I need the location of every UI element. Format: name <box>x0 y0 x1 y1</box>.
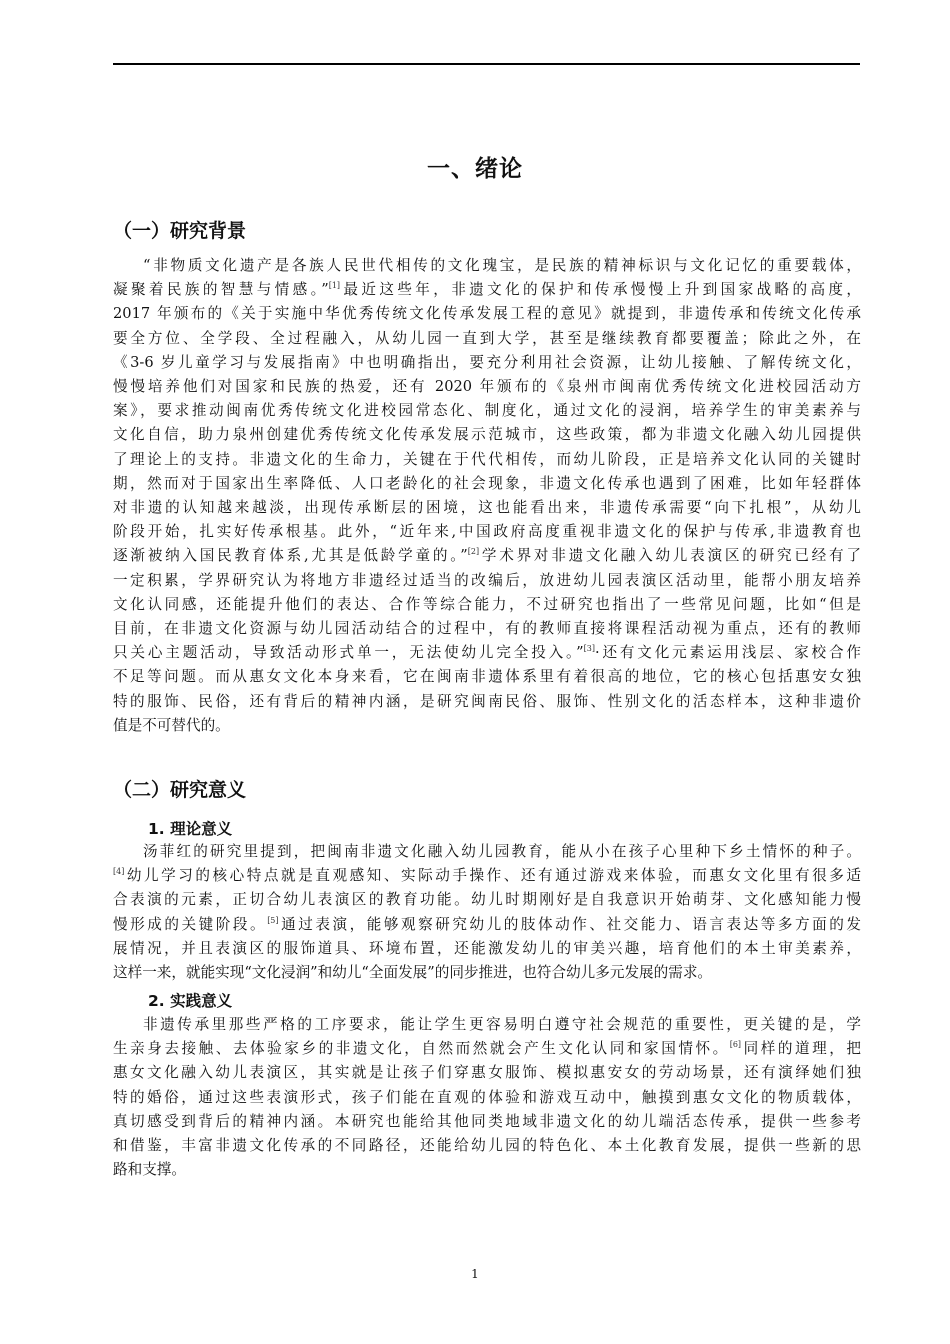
text-line <box>113 714 861 738</box>
text-line <box>113 278 861 302</box>
text-line <box>113 375 861 399</box>
text-line <box>113 593 861 617</box>
line-text: 文化认同感，还能提升他们的表达、合作等综合能力，不过研究也指出了一些常见问题，比如“但是 <box>113 595 861 613</box>
line-text: 特的婚俗，通过这些表演形式，孩子们能在直观的体验和游戏互动中，触摸到惠女文化的物质载体， <box>113 1088 861 1106</box>
text-line <box>113 399 861 423</box>
line-text-continued: 最近这些年，非遗文化的保护和传承慢慢上升到国家战略的高度， <box>340 281 861 299</box>
line-text: 只关心主题活动，导致活动形式单一，无法使幼儿完全投入。” <box>113 644 584 662</box>
section-title-significance: （二）研究意义 <box>113 779 247 801</box>
text-line <box>113 254 861 278</box>
line-text: 非遗传承里那些严格的工序要求，能让学生更容易明白遵守社会规范的重要性，更关键的是，学 <box>143 1016 861 1033</box>
line-text: 汤菲红的研究里提到，把闽南非遗文化融入幼儿园教育，能从小在孩子心里种下乡土情怀的种子。 <box>143 843 861 860</box>
line-text: 2017 年颁布的《关于实施中华优秀传统文化传承发展工程的意见》就提到，非遗传承和传统文化传承 <box>113 305 861 323</box>
text-line <box>113 327 861 351</box>
line-text: 和借鉴，丰富非遗文化传承的不同路径，还能给幼儿园的特色化、本土化教育发展，提供一些新的思 <box>113 1137 861 1155</box>
text-line <box>113 569 861 593</box>
paragraph-theory <box>113 840 861 985</box>
line-text-continued: 同样的道理，把 <box>741 1040 861 1058</box>
line-text: 特的服饰、民俗，还有背后的精神内涵，是研究闽南民俗、服饰、性别文化的活态样本，这种非遗价 <box>113 692 861 710</box>
chapter-title: 一、绪论 <box>427 156 523 182</box>
text-line <box>113 496 861 520</box>
paragraph-background <box>113 254 861 738</box>
subsection-title-theory: 1. 理论意义 <box>148 820 233 838</box>
line-text: 期，然而对于国家出生率降低、人口老龄化的社会现象，非遗文化传承也遇到了困难，比如年轻群体 <box>113 474 861 492</box>
text-line <box>113 302 861 326</box>
line-text-continued: ·还有文化元素运用浅层、家校合作 <box>594 644 861 662</box>
text-line <box>113 1037 861 1061</box>
line-text: 对非遗的认知越来越淡，出现传承断层的困境，这也能看出来，非遗传承需要“向下扎根”，从幼儿 <box>113 499 861 517</box>
text-line <box>113 665 861 689</box>
line-text: 展情况，并且表演区的服饰道具、环境布置，还能激发幼儿的审美兴趣，培育他们的本土审美素养， <box>113 939 861 957</box>
line-text: 惠女文化融入幼儿表演区，其实就是让孩子们穿惠女服饰、模拟惠安女的劳动场景，还有演绎她们独 <box>113 1064 861 1082</box>
line-text: 慢慢培养他们对国家和民族的热爱，还有 2020 年颁布的《泉州市闽南优秀传统文化进校园活动方 <box>113 378 861 396</box>
line-text: 一定积累，学界研究认为将地方非遗经过适当的改编后，放进幼儿园表演区活动里，能帮小朋友培养 <box>113 571 861 589</box>
line-text: 逐渐被纳入国民教育体系,尤其是低龄学童的。” <box>113 547 468 565</box>
line-text: 慢形成的关键阶段。 <box>113 915 268 933</box>
citation-marker: [1] <box>328 281 341 291</box>
text-line <box>113 1013 861 1037</box>
text-line <box>113 1134 861 1158</box>
line-text-continued: 学术界对非遗文化融入幼儿表演区的研究已经有了 <box>479 547 861 565</box>
text-line <box>113 840 861 864</box>
citation-marker: [4] <box>113 867 125 877</box>
section-title-background: （一）研究背景 <box>113 220 247 242</box>
line-text: 合表演的元素，正切合幼儿表演区的教育功能。幼儿时期刚好是自我意识开始萌芽、文化感知能力慢 <box>113 891 861 909</box>
text-line <box>113 448 861 472</box>
text-line <box>113 544 861 568</box>
citation-marker: [5] <box>267 915 279 925</box>
line-text: 文化自信，助力泉州创建优秀传统文化传承发展示范城市，这些政策，都为非遗文化融入幼儿园提供 <box>113 426 861 444</box>
line-text-continued: 幼儿学习的核心特点就是直观感知、实际动手操作、还有通过游戏来体验，而惠女文化里有很多适 <box>124 867 861 885</box>
text-line <box>113 1086 861 1110</box>
text-line <box>113 1061 861 1085</box>
line-text: 案》，要求推动闽南优秀传统文化进校园常态化、制度化，通过文化的浸润，培养学生的审美素养与 <box>113 402 861 420</box>
citation-marker: [3] <box>583 644 595 654</box>
citation-marker: [2] <box>467 547 480 557</box>
text-line <box>113 617 861 641</box>
header-rule <box>113 63 860 65</box>
line-text: 值是不可替代的。 <box>113 716 230 734</box>
line-text: 了理论上的支持。非遗文化的生命力，关键在于代代相传，而幼儿阶段，正是培养文化认同的关键时 <box>113 450 861 468</box>
citation-marker: [6] <box>729 1040 742 1050</box>
line-text: 要全方位、全学段、全过程融入，从幼儿园一直到大学，甚至是继续教育都要覆盖；除此之外，在 <box>113 329 861 347</box>
line-text: 生亲身去接触、去体验家乡的非遗文化，自然而然就会产生文化认同和家国情怀。 <box>113 1040 730 1058</box>
text-line <box>113 423 861 447</box>
line-text: 《3-6 岁儿童学习与发展指南》中也明确指出，要充分利用社会资源，让幼儿接触、了解传统文化， <box>113 353 861 371</box>
text-line <box>113 1158 861 1182</box>
line-text: 阶段开始，扎实好传承根基。此外，“近年来,中国政府高度重视非遗文化的保护与传承,非遗教育也 <box>113 523 861 541</box>
line-text: “非物质文化遗产是各族人民世代相传的文化瑰宝，是民族的精神标识与文化记忆的重要载体， <box>143 257 861 274</box>
text-line <box>113 888 861 912</box>
page-number: 1 <box>471 1267 479 1281</box>
text-line <box>113 641 861 665</box>
line-text: 凝聚着民族的智慧与情感。” <box>113 281 329 299</box>
text-line <box>113 520 861 544</box>
paragraph-practice <box>113 1013 861 1182</box>
line-text: 不足等问题。而从惠女文化本身来看，它在闽南非遗体系里有着很高的地位，它的核心包括惠安女独 <box>113 668 861 686</box>
text-line <box>113 913 861 937</box>
text-line <box>113 937 861 961</box>
line-text: 这样一来，就能实现“文化浸润”和幼儿“全面发展”的同步推进，也符合幼儿多元发展的需求。 <box>113 964 713 982</box>
subsection-title-practice: 2. 实践意义 <box>148 992 233 1010</box>
text-line <box>113 351 861 375</box>
text-line <box>113 961 861 985</box>
text-line <box>113 472 861 496</box>
line-text: 路和支撑。 <box>113 1161 186 1179</box>
text-line <box>113 690 861 714</box>
line-text: 目前，在非遗文化资源与幼儿园活动结合的过程中，有的教师直接将课程活动视为重点，还有的教师 <box>113 620 861 638</box>
line-text-continued: 通过表演，能够观察研究幼儿的肢体动作、社交能力、语言表达等多方面的发 <box>278 915 861 933</box>
text-line <box>113 864 861 888</box>
text-line <box>113 1110 861 1134</box>
line-text: 真切感受到背后的精神内涵。本研究也能给其他同类地域非遗文化的幼儿端活态传承，提供一些参考 <box>113 1112 861 1130</box>
